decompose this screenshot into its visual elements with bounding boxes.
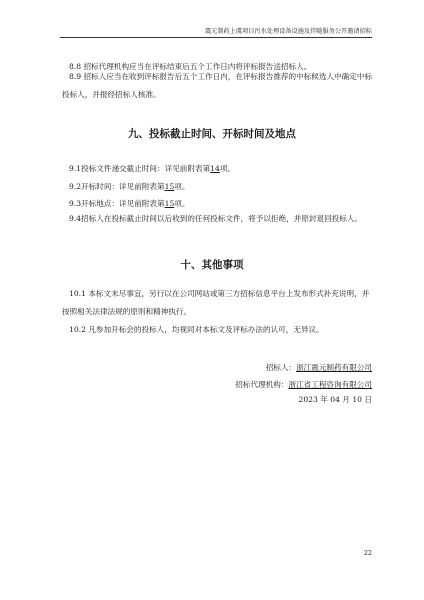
signature-date: 2023 年 04 月 10 日: [298, 395, 372, 404]
agent-signature: 招标代理机构：浙江省工程咨询有限公司: [235, 380, 372, 389]
section-9-title: 九、投标截止时间、开标时间及地点: [128, 128, 296, 140]
clause-9-1: 9.1投标文件递交截止时间：详见前附表第14项。: [69, 164, 236, 173]
clause-9-2: 9.2开标时间：详见前附表第15项。: [69, 182, 190, 191]
tenderer-signature: 招标人：浙江震元制药有限公司: [265, 363, 372, 372]
clause-9-3: 9.3开标地点：详见前附表第15项。: [69, 199, 190, 208]
page-number: 22: [363, 549, 372, 557]
clause-9-4: 9.4招标人在投标截止时间以后收到的任何投标文件，将予以拒绝，并原封退回投标人。: [69, 214, 363, 223]
page-header: 震元制药上虞项目污水处理设备设施及伴随服务公开邀请招标: [60, 26, 372, 38]
clause-8-8: 8.8 招标代理机构应当在评标结束后五个工作日内将评标报告送招标人。: [69, 62, 312, 71]
clause-10-1: 10.1 本标文未尽事宜，另行以在公司网站或第三方招标信息平台上发布形式补充说明，并按照相关法律法规的原则和精神执行。: [62, 289, 370, 316]
clause-10-2: 10.2 凡参加开标会的投标人，均视同对本标文及评标办法的认可，无异议。: [69, 325, 324, 334]
section-10-title: 十、其他事项: [180, 259, 244, 271]
clause-8-9: 8.9 招标人应当在收到评标报告后五个工作日内，在评标报告推荐的中标候选人中确定中标投标人，并报经招标人核准。: [62, 72, 373, 99]
